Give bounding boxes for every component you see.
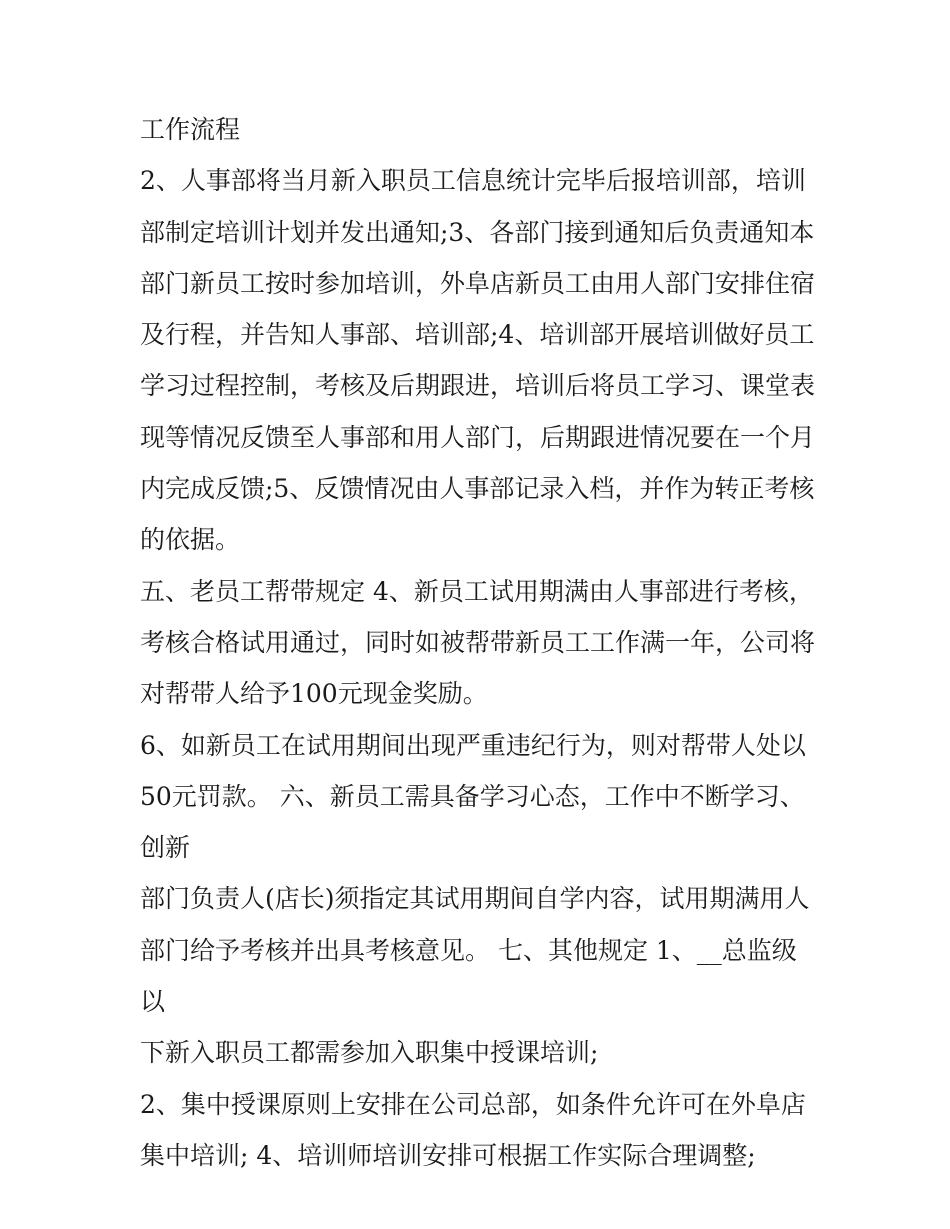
text-line: 的依据。	[140, 525, 241, 555]
text-line: 50元罚款。 六、新员工需具备学习心态，工作中不断学习、	[140, 781, 805, 811]
text-line: 2、集中授课原则上安排在公司总部，如条件允许可在外阜店	[140, 1089, 806, 1119]
paragraph-training-location	[140, 1079, 820, 1182]
text-line: 对帮带人给予100元现金奖励。	[140, 679, 488, 709]
paragraph-heading	[140, 104, 820, 155]
text-line: 五、老员工帮带规定 4、新员工试用期满由人事部进行考核，	[140, 576, 814, 606]
text-line: 及行程，并告知人事部、培训部;4、培训部开展培训做好员工	[140, 320, 815, 350]
text-line: 2、人事部将当月新入职员工信息统计完毕后报培训部，培训	[140, 166, 806, 196]
text-line: 考核合格试用通过，同时如被帮带新员工工作满一年，公司将	[140, 627, 816, 657]
text-line: 学习过程控制，考核及后期跟进，培训后将员工学习、课堂表	[140, 371, 816, 401]
text-line: 内完成反馈;5、反馈情况由人事部记录入档，并作为转正考核	[140, 474, 815, 504]
text-line: 集中培训; 4、培训师培训安排可根据工作实际合理调整;	[140, 1140, 756, 1170]
text-line: 部制定培训计划并发出通知;3、各部门接到通知后负责通知本	[140, 217, 815, 247]
text-line: 6、如新员工在试用期间出现严重违纪行为，则对帮带人处以	[140, 730, 806, 760]
paragraph-mentoring	[140, 566, 820, 720]
paragraph-assessment	[140, 873, 820, 1078]
paragraph-penalty	[140, 720, 820, 874]
text-line: 创新	[140, 833, 191, 863]
text-line: 工作流程	[140, 115, 241, 144]
text-line: 现等情况反馈至人事部和用人部门，后期跟进情况要在一个月	[140, 422, 816, 452]
document-body	[140, 104, 820, 1181]
text-line: 部门新员工按时参加培训，外阜店新员工由用人部门安排住宿	[140, 268, 816, 298]
text-line: 下新入职员工都需参加入职集中授课培训;	[140, 1038, 599, 1068]
text-line: 部门负责人(店长)须指定其试用期间自学内容，试用期满用人	[140, 884, 810, 914]
paragraph-process	[140, 155, 820, 565]
text-line: 部门给予考核并出具考核意见。 七、其他规定 1、__总监级以	[140, 935, 797, 1017]
